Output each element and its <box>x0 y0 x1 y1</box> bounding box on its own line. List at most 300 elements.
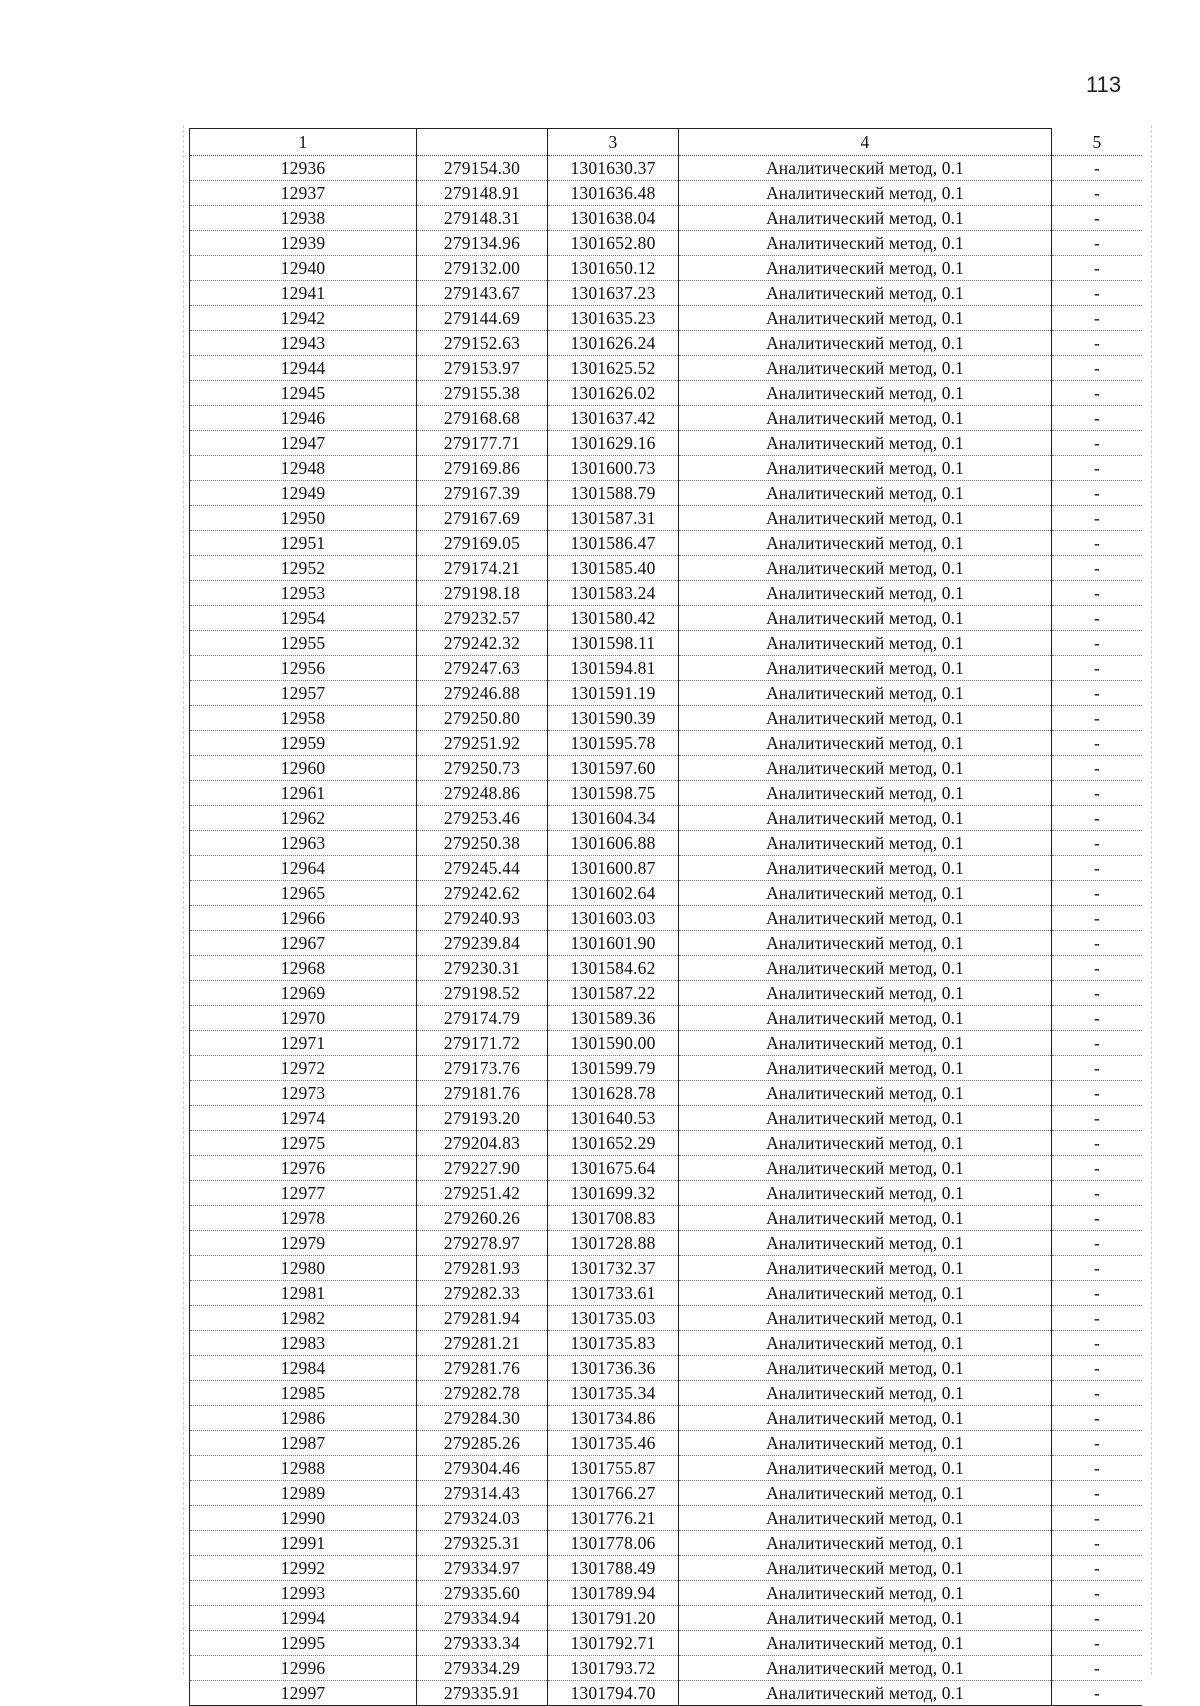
x-coordinate-cell: 279167.69 <box>417 506 548 531</box>
note-cell: - <box>1052 1131 1143 1156</box>
method-cell: Аналитический метод, 0.1 <box>679 956 1052 981</box>
y-coordinate-cell: 1301699.32 <box>548 1181 679 1206</box>
x-coordinate-cell: 279247.63 <box>417 656 548 681</box>
x-coordinate-cell: 279239.84 <box>417 931 548 956</box>
header-cell-2 <box>417 129 548 156</box>
y-coordinate-cell: 1301584.62 <box>548 956 679 981</box>
x-coordinate-cell: 279174.21 <box>417 556 548 581</box>
y-coordinate-cell: 1301728.88 <box>548 1231 679 1256</box>
x-coordinate-cell: 279253.46 <box>417 806 548 831</box>
note-cell: - <box>1052 656 1143 681</box>
note-cell: - <box>1052 1156 1143 1181</box>
x-coordinate-cell: 279168.68 <box>417 406 548 431</box>
table-row <box>190 906 1143 931</box>
method-cell: Аналитический метод, 0.1 <box>679 506 1052 531</box>
point-number-cell: 12977 <box>190 1181 417 1206</box>
y-coordinate-cell: 1301638.04 <box>548 206 679 231</box>
x-coordinate-cell: 279250.80 <box>417 706 548 731</box>
note-cell: - <box>1052 356 1143 381</box>
method-cell: Аналитический метод, 0.1 <box>679 256 1052 281</box>
method-cell: Аналитический метод, 0.1 <box>679 981 1052 1006</box>
x-coordinate-cell: 279169.05 <box>417 531 548 556</box>
point-number-cell: 12987 <box>190 1431 417 1456</box>
point-number-cell: 12964 <box>190 856 417 881</box>
point-number-cell: 12946 <box>190 406 417 431</box>
y-coordinate-cell: 1301736.36 <box>548 1356 679 1381</box>
note-cell: - <box>1052 1206 1143 1231</box>
table-row <box>190 1356 1143 1381</box>
coordinates-table <box>189 128 1142 1706</box>
header-cell-3: 3 <box>548 129 679 156</box>
method-cell: Аналитический метод, 0.1 <box>679 656 1052 681</box>
scan-edge-right <box>1151 125 1152 1675</box>
note-cell: - <box>1052 1606 1143 1631</box>
point-number-cell: 12969 <box>190 981 417 1006</box>
point-number-cell: 12939 <box>190 231 417 256</box>
method-cell: Аналитический метод, 0.1 <box>679 1431 1052 1456</box>
x-coordinate-cell: 279232.57 <box>417 606 548 631</box>
y-coordinate-cell: 1301604.34 <box>548 806 679 831</box>
y-coordinate-cell: 1301600.87 <box>548 856 679 881</box>
x-coordinate-cell: 279333.34 <box>417 1631 548 1656</box>
method-cell: Аналитический метод, 0.1 <box>679 1056 1052 1081</box>
x-coordinate-cell: 279251.92 <box>417 731 548 756</box>
table-row <box>190 1156 1143 1181</box>
point-number-cell: 12955 <box>190 631 417 656</box>
method-cell: Аналитический метод, 0.1 <box>679 706 1052 731</box>
point-number-cell: 12997 <box>190 1681 417 1706</box>
page-number: 113 <box>1086 72 1122 97</box>
header-cell-1: 1 <box>190 129 417 156</box>
table-row <box>190 431 1143 456</box>
table-row <box>190 306 1143 331</box>
point-number-cell: 12940 <box>190 256 417 281</box>
point-number-cell: 12956 <box>190 656 417 681</box>
x-coordinate-cell: 279242.62 <box>417 881 548 906</box>
x-coordinate-cell: 279144.69 <box>417 306 548 331</box>
table-row <box>190 231 1143 256</box>
method-cell: Аналитический метод, 0.1 <box>679 456 1052 481</box>
method-cell: Аналитический метод, 0.1 <box>679 881 1052 906</box>
table-row <box>190 406 1143 431</box>
note-cell: - <box>1052 1506 1143 1531</box>
point-number-cell: 12978 <box>190 1206 417 1231</box>
note-cell: - <box>1052 581 1143 606</box>
y-coordinate-cell: 1301735.46 <box>548 1431 679 1456</box>
table-row <box>190 1081 1143 1106</box>
y-coordinate-cell: 1301635.23 <box>548 306 679 331</box>
table-row <box>190 806 1143 831</box>
note-cell: - <box>1052 981 1143 1006</box>
method-cell: Аналитический метод, 0.1 <box>679 1306 1052 1331</box>
method-cell: Аналитический метод, 0.1 <box>679 1356 1052 1381</box>
point-number-cell: 12951 <box>190 531 417 556</box>
table-row <box>190 581 1143 606</box>
x-coordinate-cell: 279198.18 <box>417 581 548 606</box>
table-row <box>190 356 1143 381</box>
x-coordinate-cell: 279281.76 <box>417 1356 548 1381</box>
x-coordinate-cell: 279230.31 <box>417 956 548 981</box>
x-coordinate-cell: 279260.26 <box>417 1206 548 1231</box>
note-cell: - <box>1052 1581 1143 1606</box>
y-coordinate-cell: 1301652.29 <box>548 1131 679 1156</box>
table-row <box>190 1556 1143 1581</box>
point-number-cell: 12936 <box>190 156 417 181</box>
note-cell: - <box>1052 1081 1143 1106</box>
x-coordinate-cell: 279177.71 <box>417 431 548 456</box>
point-number-cell: 12972 <box>190 1056 417 1081</box>
y-coordinate-cell: 1301583.24 <box>548 581 679 606</box>
y-coordinate-cell: 1301789.94 <box>548 1581 679 1606</box>
table-row <box>190 1256 1143 1281</box>
y-coordinate-cell: 1301766.27 <box>548 1481 679 1506</box>
x-coordinate-cell: 279154.30 <box>417 156 548 181</box>
point-number-cell: 12983 <box>190 1331 417 1356</box>
method-cell: Аналитический метод, 0.1 <box>679 1381 1052 1406</box>
y-coordinate-cell: 1301599.79 <box>548 1056 679 1081</box>
table-row <box>190 1406 1143 1431</box>
x-coordinate-cell: 279246.88 <box>417 681 548 706</box>
note-cell: - <box>1052 606 1143 631</box>
note-cell: - <box>1052 831 1143 856</box>
method-cell: Аналитический метод, 0.1 <box>679 281 1052 306</box>
note-cell: - <box>1052 531 1143 556</box>
method-cell: Аналитический метод, 0.1 <box>679 1481 1052 1506</box>
method-cell: Аналитический метод, 0.1 <box>679 481 1052 506</box>
method-cell: Аналитический метод, 0.1 <box>679 1031 1052 1056</box>
table-row <box>190 856 1143 881</box>
y-coordinate-cell: 1301603.03 <box>548 906 679 931</box>
method-cell: Аналитический метод, 0.1 <box>679 231 1052 256</box>
y-coordinate-cell: 1301590.39 <box>548 706 679 731</box>
y-coordinate-cell: 1301587.31 <box>548 506 679 531</box>
note-cell: - <box>1052 1406 1143 1431</box>
note-cell: - <box>1052 1481 1143 1506</box>
table-row <box>190 1581 1143 1606</box>
x-coordinate-cell: 279281.94 <box>417 1306 548 1331</box>
y-coordinate-cell: 1301630.37 <box>548 156 679 181</box>
point-number-cell: 12990 <box>190 1506 417 1531</box>
y-coordinate-cell: 1301590.00 <box>548 1031 679 1056</box>
x-coordinate-cell: 279281.21 <box>417 1331 548 1356</box>
table-row <box>190 281 1143 306</box>
method-cell: Аналитический метод, 0.1 <box>679 431 1052 456</box>
method-cell: Аналитический метод, 0.1 <box>679 1656 1052 1681</box>
note-cell: - <box>1052 181 1143 206</box>
y-coordinate-cell: 1301778.06 <box>548 1531 679 1556</box>
table-row <box>190 931 1143 956</box>
note-cell: - <box>1052 881 1143 906</box>
method-cell: Аналитический метод, 0.1 <box>679 581 1052 606</box>
note-cell: - <box>1052 381 1143 406</box>
y-coordinate-cell: 1301586.47 <box>548 531 679 556</box>
table-row <box>190 1681 1143 1706</box>
note-cell: - <box>1052 456 1143 481</box>
x-coordinate-cell: 279281.93 <box>417 1256 548 1281</box>
x-coordinate-cell: 279174.79 <box>417 1006 548 1031</box>
y-coordinate-cell: 1301594.81 <box>548 656 679 681</box>
x-coordinate-cell: 279198.52 <box>417 981 548 1006</box>
note-cell: - <box>1052 1331 1143 1356</box>
table-row <box>190 1431 1143 1456</box>
table-row <box>190 631 1143 656</box>
note-cell: - <box>1052 256 1143 281</box>
x-coordinate-cell: 279169.86 <box>417 456 548 481</box>
note-cell: - <box>1052 506 1143 531</box>
x-coordinate-cell: 279240.93 <box>417 906 548 931</box>
y-coordinate-cell: 1301585.40 <box>548 556 679 581</box>
method-cell: Аналитический метод, 0.1 <box>679 1131 1052 1156</box>
y-coordinate-cell: 1301601.90 <box>548 931 679 956</box>
x-coordinate-cell: 279155.38 <box>417 381 548 406</box>
method-cell: Аналитический метод, 0.1 <box>679 1531 1052 1556</box>
y-coordinate-cell: 1301595.78 <box>548 731 679 756</box>
method-cell: Аналитический метод, 0.1 <box>679 1631 1052 1656</box>
point-number-cell: 12938 <box>190 206 417 231</box>
y-coordinate-cell: 1301589.36 <box>548 1006 679 1031</box>
method-cell: Аналитический метод, 0.1 <box>679 181 1052 206</box>
note-cell: - <box>1052 1681 1143 1706</box>
x-coordinate-cell: 279181.76 <box>417 1081 548 1106</box>
x-coordinate-cell: 279250.38 <box>417 831 548 856</box>
method-cell: Аналитический метод, 0.1 <box>679 1506 1052 1531</box>
point-number-cell: 12958 <box>190 706 417 731</box>
note-cell: - <box>1052 1281 1143 1306</box>
y-coordinate-cell: 1301791.20 <box>548 1606 679 1631</box>
y-coordinate-cell: 1301733.61 <box>548 1281 679 1306</box>
y-coordinate-cell: 1301587.22 <box>548 981 679 1006</box>
point-number-cell: 12941 <box>190 281 417 306</box>
y-coordinate-cell: 1301636.48 <box>548 181 679 206</box>
table-header-row <box>190 129 1143 156</box>
note-cell: - <box>1052 681 1143 706</box>
method-cell: Аналитический метод, 0.1 <box>679 1156 1052 1181</box>
point-number-cell: 12994 <box>190 1606 417 1631</box>
x-coordinate-cell: 279282.78 <box>417 1381 548 1406</box>
point-number-cell: 12959 <box>190 731 417 756</box>
method-cell: Аналитический метод, 0.1 <box>679 1231 1052 1256</box>
point-number-cell: 12950 <box>190 506 417 531</box>
method-cell: Аналитический метод, 0.1 <box>679 906 1052 931</box>
x-coordinate-cell: 279173.76 <box>417 1056 548 1081</box>
table-row <box>190 1206 1143 1231</box>
table-row <box>190 456 1143 481</box>
table-row <box>190 1281 1143 1306</box>
y-coordinate-cell: 1301637.23 <box>548 281 679 306</box>
method-cell: Аналитический метод, 0.1 <box>679 731 1052 756</box>
table-row <box>190 481 1143 506</box>
point-number-cell: 12961 <box>190 781 417 806</box>
note-cell: - <box>1052 481 1143 506</box>
method-cell: Аналитический метод, 0.1 <box>679 1681 1052 1706</box>
y-coordinate-cell: 1301675.64 <box>548 1156 679 1181</box>
point-number-cell: 12948 <box>190 456 417 481</box>
table-row <box>190 706 1143 731</box>
table-row <box>190 556 1143 581</box>
point-number-cell: 12944 <box>190 356 417 381</box>
method-cell: Аналитический метод, 0.1 <box>679 856 1052 881</box>
y-coordinate-cell: 1301625.52 <box>548 356 679 381</box>
x-coordinate-cell: 279132.00 <box>417 256 548 281</box>
x-coordinate-cell: 279334.94 <box>417 1606 548 1631</box>
point-number-cell: 12965 <box>190 881 417 906</box>
point-number-cell: 12991 <box>190 1531 417 1556</box>
point-number-cell: 12960 <box>190 756 417 781</box>
x-coordinate-cell: 279284.30 <box>417 1406 548 1431</box>
method-cell: Аналитический метод, 0.1 <box>679 306 1052 331</box>
method-cell: Аналитический метод, 0.1 <box>679 806 1052 831</box>
x-coordinate-cell: 279314.43 <box>417 1481 548 1506</box>
x-coordinate-cell: 279282.33 <box>417 1281 548 1306</box>
note-cell: - <box>1052 1656 1143 1681</box>
point-number-cell: 12947 <box>190 431 417 456</box>
point-number-cell: 12980 <box>190 1256 417 1281</box>
y-coordinate-cell: 1301580.42 <box>548 606 679 631</box>
point-number-cell: 12968 <box>190 956 417 981</box>
note-cell: - <box>1052 956 1143 981</box>
y-coordinate-cell: 1301755.87 <box>548 1456 679 1481</box>
note-cell: - <box>1052 1456 1143 1481</box>
table-row <box>190 981 1143 1006</box>
y-coordinate-cell: 1301788.49 <box>548 1556 679 1581</box>
method-cell: Аналитический метод, 0.1 <box>679 1281 1052 1306</box>
table-row <box>190 606 1143 631</box>
y-coordinate-cell: 1301598.11 <box>548 631 679 656</box>
note-cell: - <box>1052 406 1143 431</box>
point-number-cell: 12995 <box>190 1631 417 1656</box>
y-coordinate-cell: 1301708.83 <box>548 1206 679 1231</box>
method-cell: Аналитический метод, 0.1 <box>679 631 1052 656</box>
method-cell: Аналитический метод, 0.1 <box>679 381 1052 406</box>
y-coordinate-cell: 1301792.71 <box>548 1631 679 1656</box>
note-cell: - <box>1052 281 1143 306</box>
method-cell: Аналитический метод, 0.1 <box>679 1206 1052 1231</box>
x-coordinate-cell: 279251.42 <box>417 1181 548 1206</box>
note-cell: - <box>1052 931 1143 956</box>
x-coordinate-cell: 279245.44 <box>417 856 548 881</box>
method-cell: Аналитический метод, 0.1 <box>679 1456 1052 1481</box>
note-cell: - <box>1052 331 1143 356</box>
point-number-cell: 12966 <box>190 906 417 931</box>
table-row <box>190 1306 1143 1331</box>
table-body <box>190 129 1143 1706</box>
y-coordinate-cell: 1301600.73 <box>548 456 679 481</box>
point-number-cell: 12984 <box>190 1356 417 1381</box>
y-coordinate-cell: 1301597.60 <box>548 756 679 781</box>
note-cell: - <box>1052 1031 1143 1056</box>
table-row <box>190 1631 1143 1656</box>
method-cell: Аналитический метод, 0.1 <box>679 1581 1052 1606</box>
x-coordinate-cell: 279335.60 <box>417 1581 548 1606</box>
y-coordinate-cell: 1301732.37 <box>548 1256 679 1281</box>
table-row <box>190 506 1143 531</box>
point-number-cell: 12992 <box>190 1556 417 1581</box>
table-row <box>190 656 1143 681</box>
y-coordinate-cell: 1301734.86 <box>548 1406 679 1431</box>
table-row <box>190 256 1143 281</box>
x-coordinate-cell: 279193.20 <box>417 1106 548 1131</box>
point-number-cell: 12942 <box>190 306 417 331</box>
y-coordinate-cell: 1301628.78 <box>548 1081 679 1106</box>
method-cell: Аналитический метод, 0.1 <box>679 931 1052 956</box>
point-number-cell: 12981 <box>190 1281 417 1306</box>
y-coordinate-cell: 1301637.42 <box>548 406 679 431</box>
method-cell: Аналитический метод, 0.1 <box>679 1006 1052 1031</box>
point-number-cell: 12963 <box>190 831 417 856</box>
table-row <box>190 1056 1143 1081</box>
point-number-cell: 12952 <box>190 556 417 581</box>
y-coordinate-cell: 1301629.16 <box>548 431 679 456</box>
point-number-cell: 12988 <box>190 1456 417 1481</box>
table-row <box>190 1106 1143 1131</box>
note-cell: - <box>1052 1431 1143 1456</box>
table-row <box>190 1456 1143 1481</box>
note-cell: - <box>1052 1006 1143 1031</box>
point-number-cell: 12982 <box>190 1306 417 1331</box>
x-coordinate-cell: 279227.90 <box>417 1156 548 1181</box>
y-coordinate-cell: 1301794.70 <box>548 1681 679 1706</box>
y-coordinate-cell: 1301606.88 <box>548 831 679 856</box>
y-coordinate-cell: 1301776.21 <box>548 1506 679 1531</box>
note-cell: - <box>1052 156 1143 181</box>
method-cell: Аналитический метод, 0.1 <box>679 1181 1052 1206</box>
y-coordinate-cell: 1301588.79 <box>548 481 679 506</box>
point-number-cell: 12962 <box>190 806 417 831</box>
method-cell: Аналитический метод, 0.1 <box>679 1256 1052 1281</box>
note-cell: - <box>1052 306 1143 331</box>
x-coordinate-cell: 279304.46 <box>417 1456 548 1481</box>
method-cell: Аналитический метод, 0.1 <box>679 531 1052 556</box>
y-coordinate-cell: 1301735.83 <box>548 1331 679 1356</box>
x-coordinate-cell: 279334.29 <box>417 1656 548 1681</box>
note-cell: - <box>1052 631 1143 656</box>
x-coordinate-cell: 279167.39 <box>417 481 548 506</box>
table-row <box>190 181 1143 206</box>
table-row <box>190 1381 1143 1406</box>
y-coordinate-cell: 1301626.24 <box>548 331 679 356</box>
table-row <box>190 731 1143 756</box>
method-cell: Аналитический метод, 0.1 <box>679 1556 1052 1581</box>
y-coordinate-cell: 1301640.53 <box>548 1106 679 1131</box>
table-row <box>190 831 1143 856</box>
point-number-cell: 12943 <box>190 331 417 356</box>
note-cell: - <box>1052 1381 1143 1406</box>
table-row <box>190 381 1143 406</box>
note-cell: - <box>1052 1106 1143 1131</box>
method-cell: Аналитический метод, 0.1 <box>679 406 1052 431</box>
y-coordinate-cell: 1301650.12 <box>548 256 679 281</box>
table-row <box>190 881 1143 906</box>
point-number-cell: 12975 <box>190 1131 417 1156</box>
note-cell: - <box>1052 431 1143 456</box>
method-cell: Аналитический метод, 0.1 <box>679 556 1052 581</box>
x-coordinate-cell: 279325.31 <box>417 1531 548 1556</box>
point-number-cell: 12957 <box>190 681 417 706</box>
table-row <box>190 781 1143 806</box>
method-cell: Аналитический метод, 0.1 <box>679 1106 1052 1131</box>
x-coordinate-cell: 279153.97 <box>417 356 548 381</box>
method-cell: Аналитический метод, 0.1 <box>679 356 1052 381</box>
point-number-cell: 12967 <box>190 931 417 956</box>
method-cell: Аналитический метод, 0.1 <box>679 756 1052 781</box>
method-cell: Аналитический метод, 0.1 <box>679 606 1052 631</box>
table-row <box>190 206 1143 231</box>
method-cell: Аналитический метод, 0.1 <box>679 206 1052 231</box>
note-cell: - <box>1052 1231 1143 1256</box>
point-number-cell: 12974 <box>190 1106 417 1131</box>
scan-edge-left <box>183 125 184 1675</box>
x-coordinate-cell: 279250.73 <box>417 756 548 781</box>
